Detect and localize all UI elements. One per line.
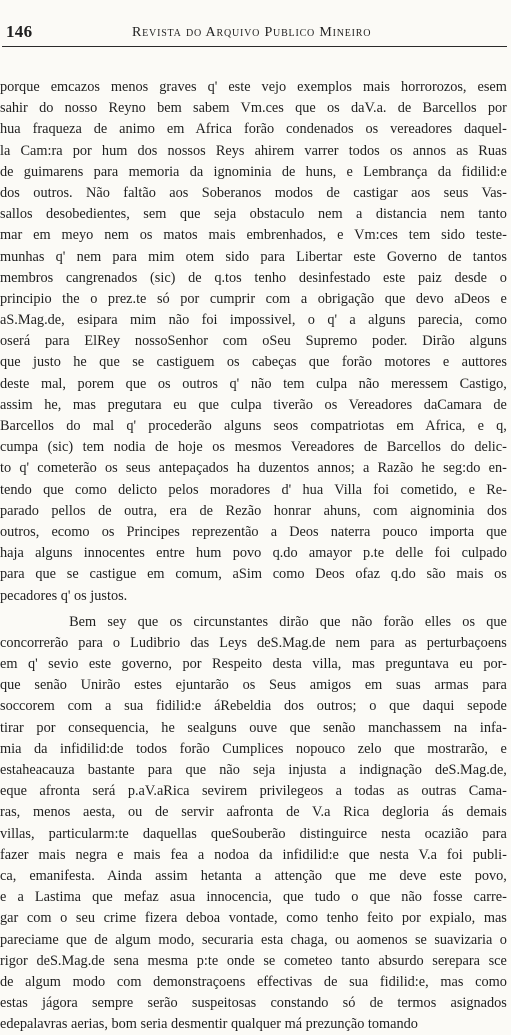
text-line: assim he, mas pregutara eu que culpa tiverão os Vereadores daCamara de — [0, 396, 507, 413]
text-line: gar com o seu crime fizera deboa vontade, como tenho feito por expialo, mas — [0, 910, 507, 927]
text-line: cumpa (sic) tem nodia de hoje os mesmos Vereadores de Barcellos do delic- — [0, 439, 507, 456]
text-line: haja alguns innocentes entre hum povo q.do amayor p.te delle foi culpado — [0, 545, 507, 562]
text-line: pareciame que de algum modo, securaria esta chaga, ou aomenos se suavizaria o — [0, 931, 507, 948]
text-line: pecadores q' os justos. — [0, 587, 128, 604]
text-line: edepalavras aerias, bom seria desmentir qualquer má prezunção tomando — [0, 1016, 418, 1033]
text-line: para que se castigue em comum, aSim como Deos ofaz q.do são mais os — [0, 566, 507, 583]
text-line: que senão Unirão estes ejuntarão os Seus amigos em suas armas para — [0, 677, 507, 694]
text-line: de guimarens para memoria da ignominia de huns, e Lembrança da fidilid:e — [0, 163, 507, 180]
text-line: aS.Mag.de, esipara mim não foi impossivel, o q' a alguns parecia, como — [0, 312, 507, 329]
text-line: parado pellos de outra, era de Rezão honrar ahuns, com aignominia dos — [0, 502, 507, 519]
paragraph — [0, 77, 511, 607]
running-title: Revista do Arquivo Publico Mineiro — [132, 25, 372, 40]
text-line: eque afronta será p.aV.aRica sevirem privilegeos a todas as outras Cama- — [0, 783, 507, 800]
text-line: em q' sevio este governo, por Respeito desta villa, mas preguntava eu por- — [0, 656, 507, 673]
text-line: soccorem com a sua fidilid:e áRebeldia dos outros; o que daqui sepode — [0, 698, 507, 715]
text-line: estas jágora sempre serão suspeitosas constando só de termos asignados — [0, 995, 507, 1012]
page-number: 146 — [6, 22, 33, 41]
text-line: ca, emanifesta. Ainda assim hetanta a attenção que me deve este povo, — [0, 867, 507, 884]
text-line: Barcellos do mal q' procederão alguns seos compatriotas em Africa, e q, — [0, 418, 507, 434]
text-line: membros cangrenados (sic) de q.tos tenho desinfestado este paiz desde o — [0, 269, 507, 286]
text-line: mar em meyo nem os matos mais embrenhados, e Vm:ces tem sido teste- — [0, 227, 507, 244]
text-line: porque emcazos menos graves q' este vejo exemplos mais horrorozos, esem — [0, 79, 507, 95]
text-line: mia da infidilid:de todos forão Cumplices nopouco zelo que mostrarão, e — [0, 740, 507, 757]
text-line: ras, menos aesta, ou de servir aafronta de V.a Rica degloria ás demais — [0, 804, 507, 821]
text-line: sallos desobedientes, sem que seja obstaculo nem a distancia nem tanto — [0, 206, 507, 223]
page-header — [2, 22, 507, 47]
text-line: concorrerão para o Ludibrio das Leys deS.Mag.de nem para as perturbaçoens — [0, 634, 507, 651]
text-line: que justo he que se castiguem os cabeças que forão motores e auttores — [0, 354, 507, 371]
text-line: Bem sey que os circunstantes dirão que não forão elles os que — [69, 613, 507, 630]
text-line: outros, ecomo os Principes reprezentão a Deos naterra pouco importa que — [0, 523, 507, 540]
text-line: estaheacauza bastante para que não seja injusta a indignação deS.Mag.de, — [0, 762, 507, 778]
text-line: tendo que como delicto pelos moradores d' hua Villa foi cometido, e Re- — [0, 481, 507, 498]
body-text — [0, 77, 511, 1035]
text-line: de algum modo com demonstraçoens effectivas de sua fidilid:e, mas como — [0, 973, 507, 990]
text-line: rigor deS.Mag.de sena mesma p:te onde se cometeo tanto absurdo serepara sce — [0, 952, 507, 969]
text-line: munhas q' nem para mim otem sido para Libertar este Governo de tantos — [0, 248, 507, 265]
text-line: fazer mais negra e mais fea a nodoa da infidilid:e que nesta V.a foi publi- — [0, 846, 507, 863]
text-line: hua fraqueza de animo em Africa forão condenados os vereadores daquel- — [0, 121, 507, 138]
text-line: la Cam:ra por hum dos nossos Reys ahirem varrer todos os annos as Ruas — [0, 142, 507, 159]
text-line: principio the o prez.te só por cumprir com a obrigação que devo aDeos e — [0, 290, 507, 307]
text-line: deste mal, porem que os outros q' não tem culpa não meressem Castigo, — [0, 375, 507, 392]
text-line: oserá para ElRey nossoSenhor com oSeu Supremo poder. Dirão alguns — [0, 333, 507, 350]
text-line: e a Lastima que mefaz asua innocencia, que tudo o que não fosse carre- — [0, 889, 507, 906]
text-line: to q' cometerão os seus antepaçados ha duzentos annos; a Razão he seg:do en- — [0, 460, 507, 477]
text-line: sahir do nosso Reyno bem sabem Vm.ces que os daV.a. de Barcellos por — [0, 100, 507, 117]
paragraph — [0, 612, 511, 1035]
text-line: tirar por consequencia, he sealguns ouve que senão manchassem na infa- — [0, 719, 507, 736]
text-line: dos outros. Não faltão aos Soberanos modos de castigar aos seus Vas- — [0, 184, 507, 201]
text-line: villas, particularm:te daquellas queSouberão distinguirce nesta ocazião para — [0, 825, 507, 842]
